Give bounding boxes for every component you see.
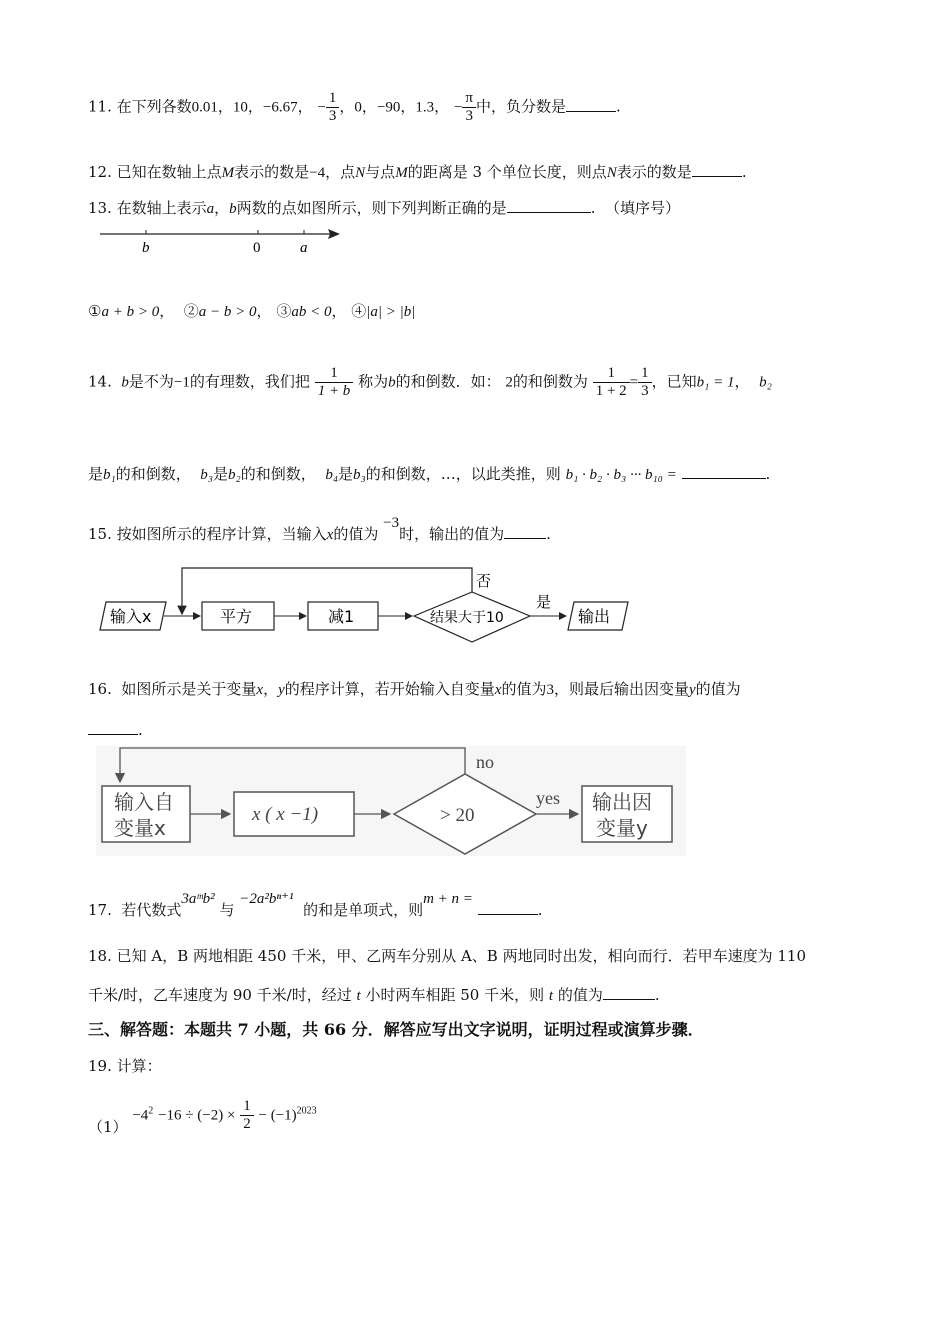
question-19-part-1: $(1) -4^2 -16 \div (-2)$ × $\frac{1}{2}$ − $(-1)^{2023}$: [88, 1098, 317, 1136]
axis-label-a: a: [300, 240, 308, 256]
answer-blank: [566, 95, 616, 112]
flow-yes-label: 是: [536, 593, 552, 611]
axis-label-zero: 0: [253, 240, 261, 256]
answer-blank: [504, 522, 546, 539]
flow-yes-label: yes: [536, 788, 560, 808]
flow-input-line2: 变量x: [114, 816, 166, 840]
answer-blank: [682, 462, 766, 479]
answer-blank: [692, 160, 742, 177]
flow-expr-label: x ( x −1): [252, 804, 319, 825]
question-18-line2: 千米/时，乙车速度为 90 千米/时，经过 t 小时两车相距 50 千米，则 t 的值为 .: [88, 983, 660, 1007]
flow-decision-label: > 20: [440, 805, 475, 826]
flow-output-line2: 变量y: [596, 816, 648, 840]
flow-output-label: 输出: [578, 607, 611, 626]
flowchart-15: [96, 562, 636, 652]
question-14: 14. b是不为−1的有理数，我们把 $\frac{1}{1 + b}$ 称为b的和倒数．如： 2的和倒数为 $\frac{1}{1 + 2}$ = $\frac{1}{3}$ ，已知b₁ = 1， b₂: [88, 365, 772, 399]
question-11: 11. 在下列各数0.01，10，−6.67， − $\frac{1}{3}$ ，0，−90，1.3， − $\frac{\pi}{3}$ 中，负分数是 .: [88, 90, 621, 124]
question-19: 19. 计算：: [88, 1057, 162, 1075]
question-16: 16. 如图所示是关于变量x，y的程序计算，若开始输入自变量x的值为3，则最后输出因变量y的值为: [88, 680, 741, 698]
flow-output-line1: 输出因: [592, 790, 652, 814]
answer-blank: [88, 718, 138, 735]
question-12: 12. 已知在数轴上点M表示的数是−4，点N与点M的距离是 3 个单位长度，则点N表示的数是 .: [88, 160, 747, 184]
section-3-heading: 三、解答题：本题共 7 小题，共 66 分．解答应写出文字说明，证明过程或演算步骤．: [88, 1020, 704, 1039]
flow-input-line1: 输入自: [114, 790, 174, 814]
answer-blank: [507, 196, 591, 213]
question-18: 18. 已知 A，B 两地相距 450 千米，甲、乙两车分别从 A、B 两地同时出发，相向而行．若甲车速度为 110: [88, 947, 806, 965]
question-14-line2: 是b₁的和倒数， b₃是b₂的和倒数， b₄是b₃的和倒数，…，以此类推，则 b₁ · b₂ · b₃ ··· b₁₀ = .: [88, 462, 770, 486]
number-line: [96, 222, 346, 258]
flow-square-label: 平方: [220, 607, 253, 626]
flow-decision-label: 结果大于10: [430, 610, 504, 626]
answer-blank: [603, 983, 655, 1000]
flowchart-16: [96, 746, 686, 856]
answer-blank: [478, 898, 538, 915]
axis-label-b: b: [142, 240, 150, 256]
question-15: 15. 按如图所示的程序计算，当输入x的值为 −3时，输出的值为 .: [88, 515, 551, 543]
flow-no-label: no: [476, 752, 494, 772]
flow-no-label: 否: [476, 572, 492, 590]
fraction-pi-third: $\frac{\pi}{3}$: [462, 90, 476, 125]
flow-input-label: 输入x: [110, 607, 152, 626]
question-13: 13. 在数轴上表示a，b两数的点如图所示，则下列判断正确的是 . （填序号）: [88, 196, 680, 220]
question-16-line2: .: [88, 718, 143, 741]
flow-minus-label: 减1: [328, 607, 355, 626]
question-13-options: ①a + b > 0， ②a − b > 0， ③ab < 0， ④|a| > |b|: [88, 302, 416, 320]
question-17: 17. 若代数式3aᵐb² 与 −2a²bⁿ⁺¹ 的和是单项式，则m + n = .: [88, 891, 543, 919]
fraction-one-third: $\frac{1}{3}$: [326, 90, 340, 125]
